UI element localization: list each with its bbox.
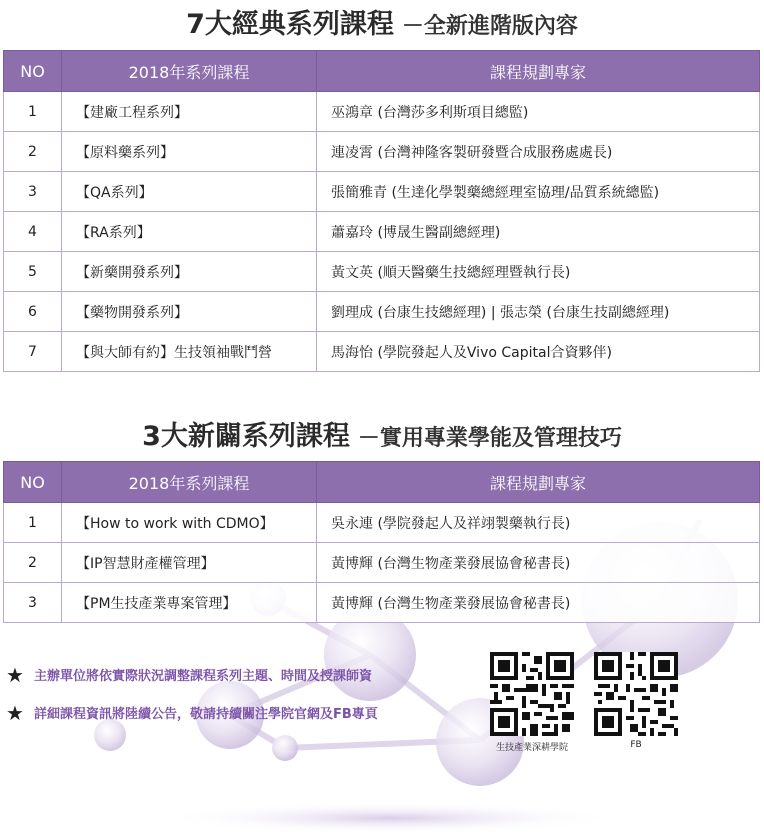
section1-course-table — [3, 50, 760, 372]
header-series: 2018年系列課程 — [62, 51, 317, 92]
qr-caption: FB — [630, 740, 642, 750]
row-no: 7 — [4, 332, 62, 372]
header-no: NO — [4, 51, 62, 92]
row-expert: 黃文英 (順天醫藥生技總經理暨執行長) — [317, 252, 760, 292]
table-row — [4, 252, 760, 292]
qr-code-icon — [594, 652, 678, 736]
row-series: 【原料藥系列】 — [62, 132, 317, 172]
row-expert: 劉理成 (台康生技總經理) | 張志榮 (台康生技副總經理) — [317, 292, 760, 332]
row-expert: 馬海怡 (學院發起人及Vivo Capital合資夥伴) — [317, 332, 760, 372]
table-row — [4, 292, 760, 332]
row-expert: 連凌霄 (台灣神隆客製研發暨合成服務處處長) — [317, 132, 760, 172]
row-series: 【藥物開發系列】 — [62, 292, 317, 332]
section1-title — [0, 2, 764, 41]
row-expert: 黃博輝 (台灣生物產業發展協會秘書長) — [317, 583, 760, 623]
star-icon: ★ — [6, 663, 24, 687]
note-text: 詳細課程資訊將陸續公告，敬請持續關注學院官網及FB專頁 — [33, 707, 378, 722]
section1-subtitle: －全新進階版內容 — [401, 14, 578, 39]
qr-code-academy[interactable] — [490, 652, 574, 753]
table-header-row — [4, 462, 760, 503]
row-series: 【建廠工程系列】 — [62, 92, 317, 132]
row-expert: 張簡雅青 (生達化學製藥總經理室協理/品質系統總監) — [317, 172, 760, 212]
note-text: 主辦單位將依實際狀況調整課程系列主題、時間及授課師資 — [33, 669, 372, 684]
qr-caption: 生技產業深耕學院 — [495, 743, 568, 753]
row-no: 1 — [4, 92, 62, 132]
table-row — [4, 132, 760, 172]
row-series: 【新藥開發系列】 — [62, 252, 317, 292]
qr-code-fb[interactable] — [594, 652, 678, 750]
header-no: NO — [4, 462, 62, 503]
table-row — [4, 332, 760, 372]
star-icon: ★ — [6, 701, 24, 725]
row-no: 3 — [4, 172, 62, 212]
table-row — [4, 543, 760, 583]
row-series: 【RA系列】 — [62, 212, 317, 252]
header-expert: 課程規劃專家 — [317, 51, 760, 92]
qr-code-icon — [490, 652, 574, 736]
row-expert: 吳永連 (學院發起人及祥翊製藥執行長) — [317, 503, 760, 543]
row-series: 【與大師有約】生技領袖戰鬥營 — [62, 332, 317, 372]
table-row — [4, 212, 760, 252]
table-row — [4, 583, 760, 623]
table-header-row — [4, 51, 760, 92]
row-no: 6 — [4, 292, 62, 332]
row-no: 5 — [4, 252, 62, 292]
row-series: 【IP智慧財產權管理】 — [62, 543, 317, 583]
header-expert: 課程規劃專家 — [317, 462, 760, 503]
notes — [6, 662, 378, 738]
row-no: 2 — [4, 543, 62, 583]
row-no: 1 — [4, 503, 62, 543]
section1-main-title: 7大經典系列課程 — [186, 9, 394, 40]
section2-title — [0, 414, 764, 453]
row-expert: 巫鴻章 (台灣莎多利斯項目總監) — [317, 92, 760, 132]
row-no: 3 — [4, 583, 62, 623]
row-expert: 黃博輝 (台灣生物產業發展協會秘書長) — [317, 543, 760, 583]
table-row — [4, 172, 760, 212]
row-no: 2 — [4, 132, 62, 172]
row-series: 【QA系列】 — [62, 172, 317, 212]
row-no: 4 — [4, 212, 62, 252]
table-row — [4, 503, 760, 543]
table-row — [4, 92, 760, 132]
section2-course-table — [3, 461, 760, 623]
row-expert: 蕭嘉玲 (博晟生醫副總經理) — [317, 212, 760, 252]
row-series: 【How to work with CDMO】 — [62, 503, 317, 543]
header-series: 2018年系列課程 — [62, 462, 317, 503]
note-item — [6, 662, 378, 700]
section2-main-title: 3大新闢系列課程 — [142, 421, 350, 452]
note-item — [6, 700, 378, 738]
section2-subtitle: －實用專業學能及管理技巧 — [357, 426, 622, 451]
row-series: 【PM生技產業專案管理】 — [62, 583, 317, 623]
